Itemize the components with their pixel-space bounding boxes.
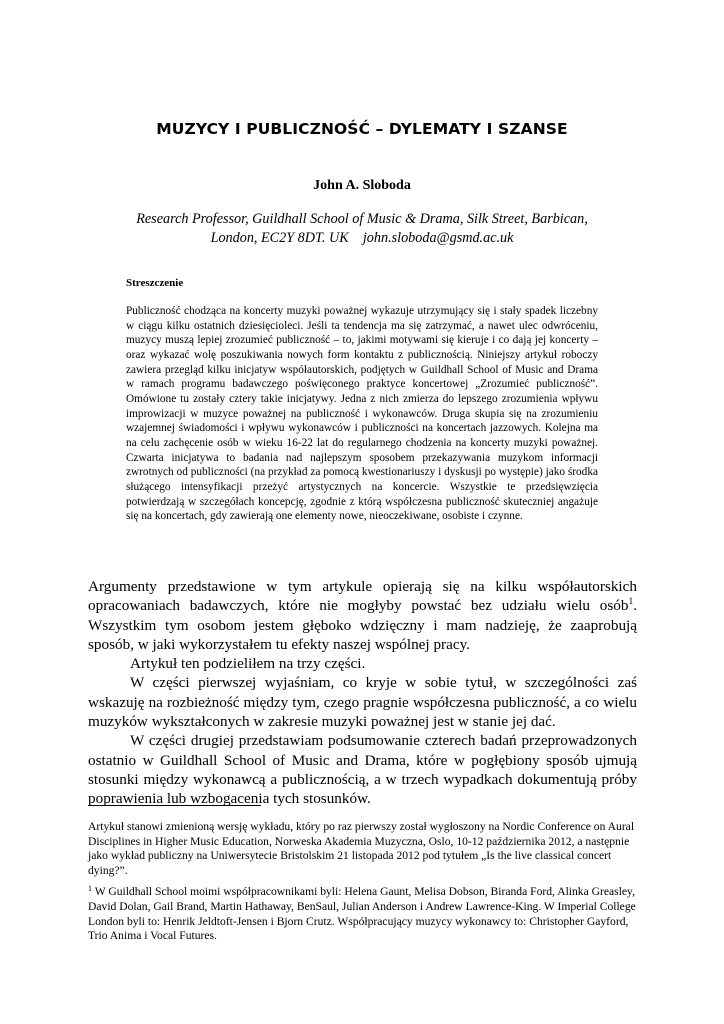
body-paragraph-1 bbox=[88, 577, 637, 654]
body-paragraph-1-end: . Wszystkim tym osobom jestem głęboko wdzięczny i mam nadzieję, że zaaprobują sposób, w jaki wykorzystałem tu efekty naszej wspólnej pracy. bbox=[88, 597, 637, 653]
footnote-separator bbox=[88, 805, 261, 806]
affiliation-line-1: Research Professor, Guildhall School of Music & Drama, Silk Street, Barbican, bbox=[136, 211, 588, 227]
footnote-1-text: W Guildhall School moimi współpracownikami byli: Helena Gaunt, Melisa Dobson, Biranda Ford, Alinka Greasley, David Dolan, Gail Brand, Martin Hathaway, BenSaul, Julian Anderson i Andrew Lawrence-King. W Imperial College London byli to: Henrik Jeldtoft-Jensen i Bjorn Crutz. Współpracujący muzycy wykonawcy to: Christopher Gayford, Trio Anima i Vocal Futures. bbox=[88, 885, 636, 943]
abstract-heading: Streszczenie bbox=[126, 277, 184, 289]
footnote-1-marker: 1 bbox=[88, 884, 92, 894]
footnotes bbox=[88, 820, 643, 951]
body-paragraph-2: Artykuł ten podzieliłem na trzy części. bbox=[130, 655, 366, 673]
footnote-ref-1: 1 bbox=[628, 597, 634, 608]
author-name: John A. Sloboda bbox=[313, 178, 411, 193]
body-text bbox=[88, 577, 637, 809]
body-paragraph-1-start: Argumenty przedstawione w tym artykule opierają się na kilku współautorskich opracowaniach badawczych, które nie mogłyby powstać bez udziału wielu osób bbox=[88, 578, 637, 615]
page-title: MUZYCY I PUBLICZNOŚĆ – DYLEMATY I SZANSE bbox=[156, 120, 568, 138]
author-affiliation bbox=[122, 210, 602, 248]
abstract-text: Publiczność chodząca na koncerty muzyki poważnej wykazuje utrzymujący się i stały spadek liczebny w ciągu kilku ostatnich dziesięcioleci. Jeśli ta tendencja ma się zatrzymać, a nawet ulec odwróceniu, muzycy muszą lepiej zrozumieć publiczność – to, jakimi motywami się kieruje i co dają jej koncerty – oraz wykazać wolę poszukiwania nowych form kontaktu z publicznością. Niniejszy artykuł roboczy zawiera przegląd kilku inicjatyw współautorskich, podjętych w Guildhall School of Music and Drama w ramach programu badawczego poświęconego praktyce koncertowej „Zrozumieć publiczność”. Omówione tu zostały cztery takie inicjatywy. Jedna z nich zmierza do lepszego zrozumienia wpływu improwizacji w muzyce poważnej na publiczność i wykonawców. Druga skupia się na zrozumieniu wzajemnej świadomości i wpływu wykonawców i publiczności na koncertach jazzowych. Kolejna ma na celu zachęcenie osób w wieku 16-22 lat do regularnego chodzenia na koncerty muzyki poważnej. Czwarta inicjatywa to badania nad najlepszym sposobem przekazywania muzykom informacji zwrotnych od publiczności (na przykład za pomocą kwestionariuszy i dyskusji po występie) jako środka służącego intensyfikacji przeżyć artystycznych na koncercie. Wszystkie te przedsięwzięcia potwierdzają w szczegółach koncepcję, zgodnie z którą współczesna publiczność skuteczniej angażuje się na koncertach, gdy zawierają one elementy nowe, nieoczekiwane, osobiste i czynne. bbox=[126, 305, 598, 523]
footnote-1 bbox=[88, 885, 643, 943]
body-paragraph-4: W części drugiej przedstawiam podsumowanie czterech badań przeprowadzonych ostatnio w Guildhall School of Music and Drama, które w pogłębiony sposób ujmują stosunki między wykonawcą a publicznością, a w trzech wypadkach dokumentują próby poprawienia lub wzbogacenia tych stosunków. bbox=[88, 732, 637, 808]
body-paragraph-3: W części pierwszej wyjaśniam, co kryje w sobie tytuł, w szczególności zaś wskazuję na rozbieżność między tym, czego pragnie współczesna publiczność, a co wielu muzyków wykształconych w zakresie muzyki poważnej jest w stanie jej dać. bbox=[88, 674, 637, 731]
footnote-unnumbered: Artykuł stanowi zmienioną wersję wykładu, który po raz pierwszy został wygłoszony na Nordic Conference on Aural Disciplines in Higher Music Education, Norweska Akademia Muzyczna, Oslo, 10-12 października 2012, a następnie jako wykład publiczny na Uniwersytecie Bristolskim 21 listopada 2012 pod tytułem „Is the live classical concert dying?”. bbox=[88, 820, 635, 877]
affiliation-line-2: London, EC2Y 8DT. UK john.sloboda@gsmd.ac.uk bbox=[210, 230, 514, 246]
